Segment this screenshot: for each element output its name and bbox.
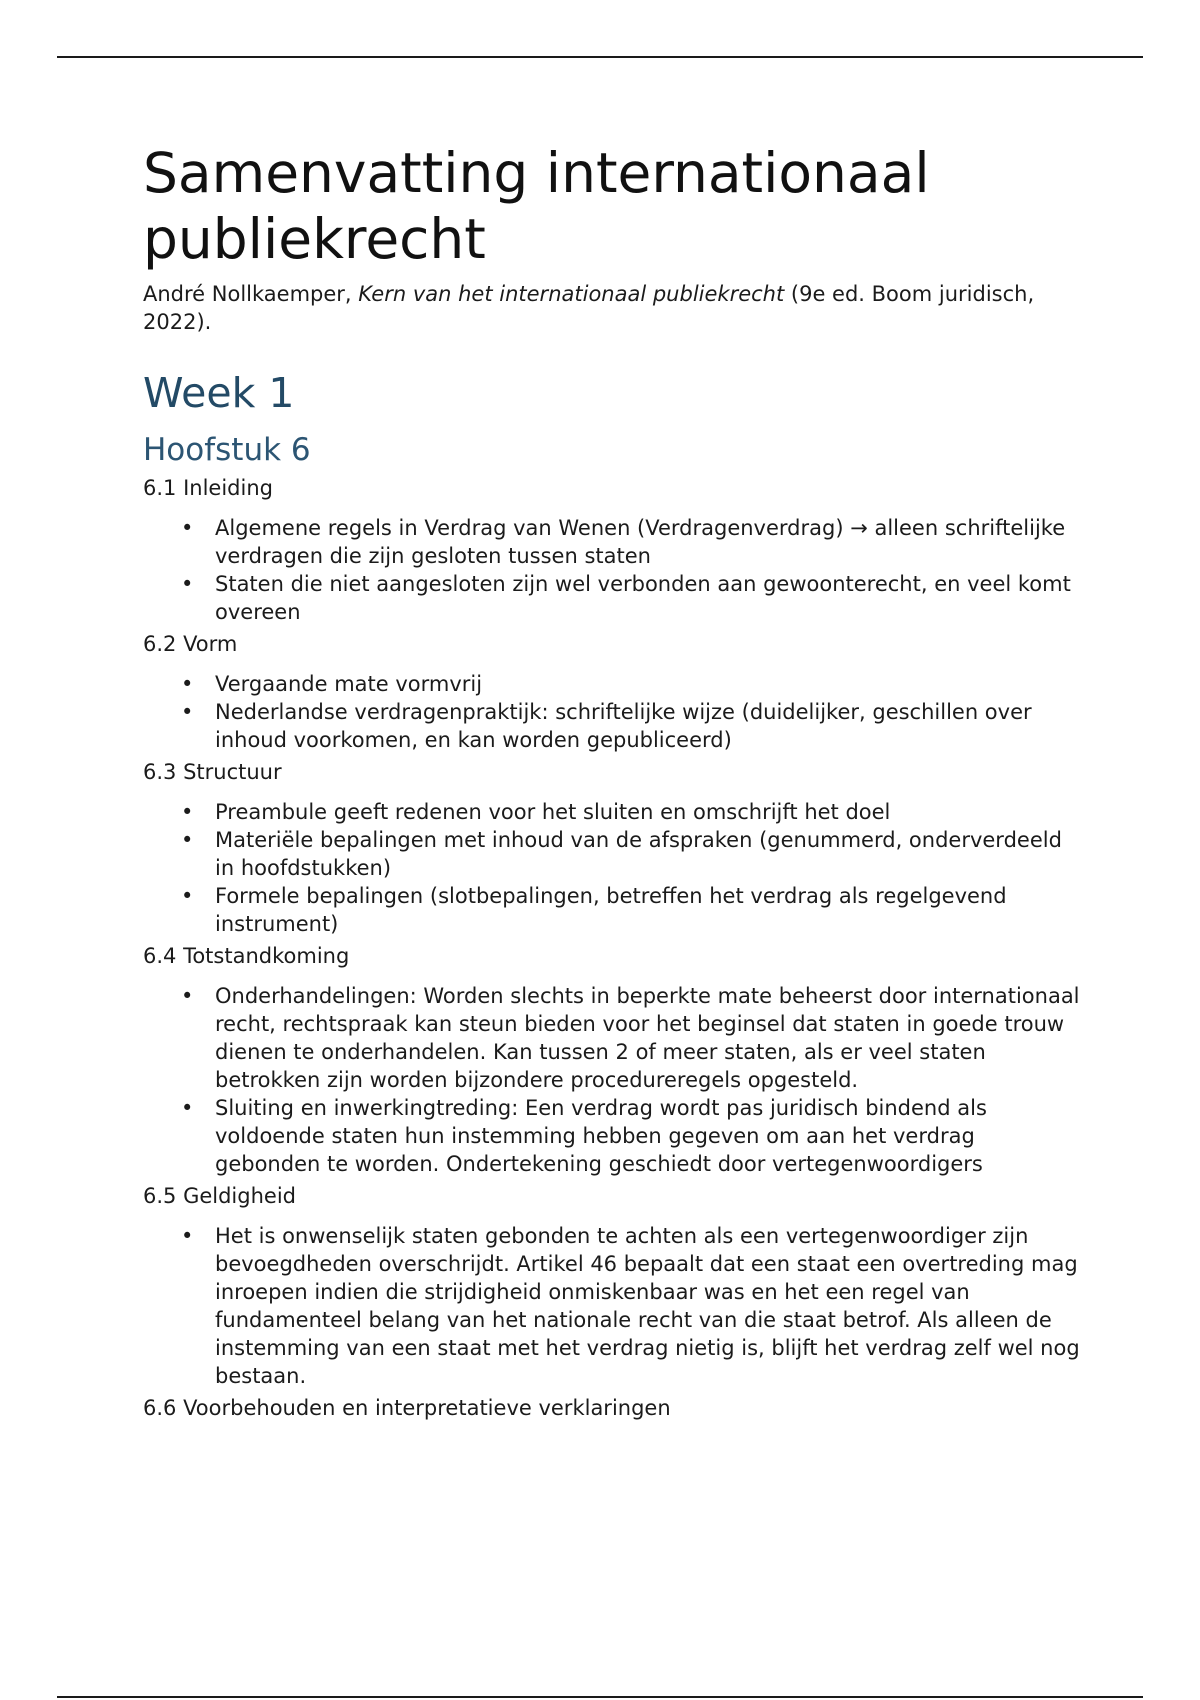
page-footer-rule [57, 1696, 1143, 1698]
list-item: • Materiële bepalingen met inhoud van de afspraken (genummerd, onderverdeeld in hoofdstukken) [143, 826, 1083, 882]
bullet-list [143, 670, 1083, 754]
chapter-heading: Hoofstuk 6 [143, 432, 311, 468]
citation-edition: (9e ed. Boom juridisch, 2022). [143, 282, 1035, 334]
list-item: • Preambule geeft redenen voor het sluiten en omschrijft het doel [143, 798, 1083, 826]
list-item: • Sluiting en inwerkingtreding: Een verdrag wordt pas juridisch bindend als voldoende staten hun instemming hebben gegeven om aan het verdrag gebonden te worden. Ondertekening geschiedt door vertegenwoordigers [143, 1094, 1083, 1178]
bullet-list [143, 798, 1083, 938]
list-item: • Formele bepalingen (slotbepalingen, betreffen het verdrag als regelgevend instrument) [143, 882, 1083, 938]
list-item: • Nederlandse verdragenpraktijk: schriftelijke wijze (duidelijker, geschillen over inhoud voorkomen, en kan worden gepubliceerd) [143, 698, 1083, 754]
bullet-list [143, 514, 1083, 626]
list-item: • Onderhandelingen: Worden slechts in beperkte mate beheerst door internationaal recht, rechtspraak kan steun bieden voor het beginsel dat staten in goede trouw dienen te onderhandelen. Kan tussen 2 of meer staten, als er veel staten betrokken zijn worden bijzondere procedureregels opgesteld. [143, 982, 1083, 1094]
section-6-3 [143, 758, 1083, 938]
section-6-2 [143, 630, 1083, 754]
section-heading: 6.6 Voorbehouden en interpretatieve verklaringen [143, 1396, 671, 1420]
list-item: • Staten die niet aangesloten zijn wel verbonden aan gewoonterecht, en veel komt overeen [143, 570, 1083, 626]
section-heading: 6.5 Geldigheid [143, 1184, 296, 1208]
section-heading: 6.4 Totstandkoming [143, 944, 350, 968]
document-title: Samenvatting internationaal publiekrecht [143, 141, 930, 271]
citation-author: André Nollkaemper, [143, 282, 359, 306]
list-item: • Het is onwenselijk staten gebonden te achten als een vertegenwoordiger zijn bevoegdheden overschrijdt. Artikel 46 bepaalt dat een staat een overtreding mag inroepen indien die strijdigheid onmiskenbaar was en het een regel van fundamenteel belang van het nationale recht van die staat betrof. Als alleen de instemming van een staat met het verdrag nietig is, blijft het verdrag zelf wel nog bestaan. [143, 1222, 1083, 1390]
section-6-5 [143, 1182, 1083, 1390]
section-heading: 6.3 Structuur [143, 760, 282, 784]
bullet-list [143, 982, 1083, 1178]
section-6-1 [143, 474, 1083, 626]
citation-book-title: Kern van het internationaal publiekrecht [358, 282, 785, 306]
section-heading: 6.2 Vorm [143, 632, 238, 656]
document-body [143, 140, 1083, 1422]
section-6-4 [143, 942, 1083, 1178]
list-item: • Vergaande mate vormvrij [143, 670, 1083, 698]
section-6-6 [143, 1394, 1083, 1422]
section-heading: 6.1 Inleiding [143, 476, 273, 500]
page-header-rule [57, 56, 1143, 58]
list-item: • Algemene regels in Verdrag van Wenen (Verdragenverdrag) → alleen schriftelijke verdragen die zijn gesloten tussen staten [143, 514, 1083, 570]
week-heading: Week 1 [143, 369, 295, 417]
book-citation [143, 280, 1083, 336]
bullet-list [143, 1222, 1083, 1390]
